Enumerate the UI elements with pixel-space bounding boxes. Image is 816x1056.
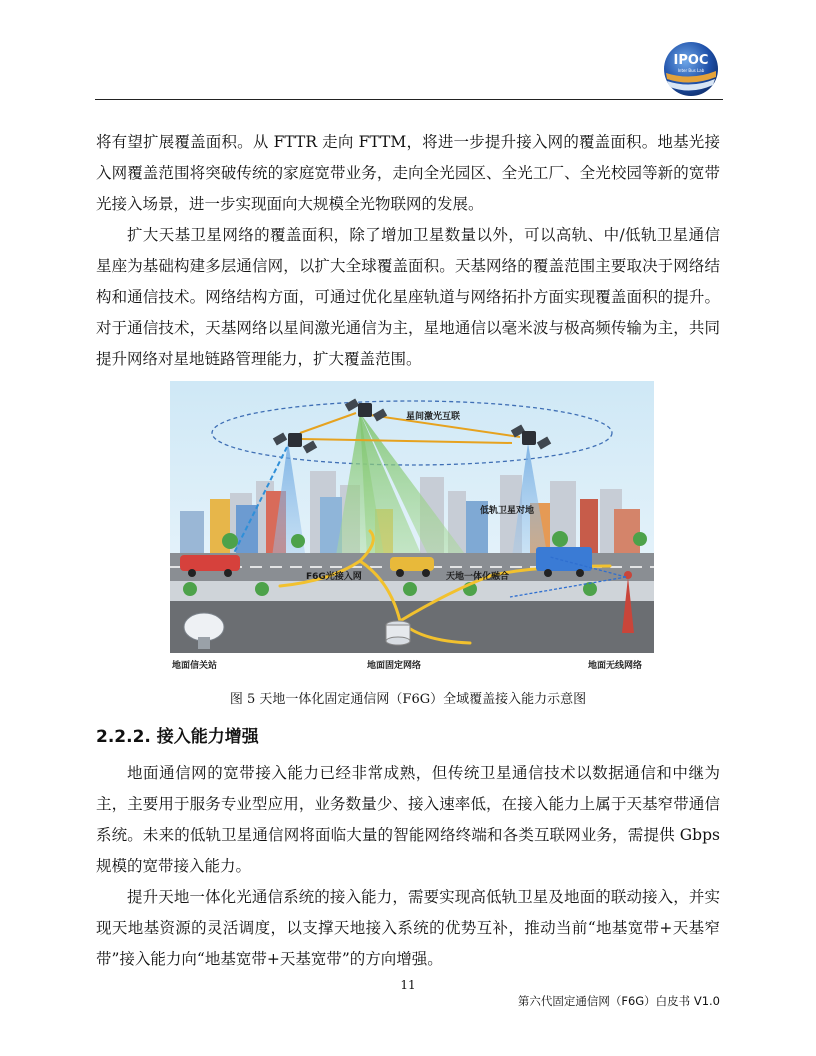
section-heading: 2.2.2. 接入能力增强	[96, 727, 259, 747]
label-wireless-net: 地面无线网络	[588, 661, 643, 671]
footer-doc-title: 第六代固定通信网（F6G）白皮书 V1.0	[517, 994, 720, 1008]
logo-text: IPOC	[673, 53, 709, 68]
figure-f6g-coverage	[170, 381, 654, 677]
page-number: 11	[400, 978, 416, 992]
label-f6g-access: F6G光接入网	[306, 572, 362, 582]
paragraph-2: 扩大天基卫星网络的覆盖面积，除了增加卫星数量以外，可以高轨、中/低轨卫星通信星座为基础构建多层通信网，以扩大全球覆盖面积。天基网络的覆盖范围主要取决于网络结构和通信技术。网络结构方面，可通过优化星座轨道与网络拓扑方面实现覆盖面积的提升。对于通信技术，天基网络以星间激光通信为主，星地通信以毫米波与极高频传输为主，共同提升网络对星地链路管理能力，扩大覆盖范围。	[96, 226, 720, 368]
header-divider	[95, 99, 723, 100]
paragraph-4: 提升天地一体化光通信系统的接入能力，需要实现高低轨卫星及地面的联动接入，并实现天地基资源的灵活调度，以支撑天地接入系统的优势互补，推动当前“地基宽带+天基窄带”接入能力向“地基宽带+天基宽带”的方向增强。	[96, 888, 720, 968]
label-leo-ground: 低轨卫星对地	[480, 506, 535, 516]
logo-subtext: Inter Bus Lab	[677, 68, 705, 73]
ipoc-logo	[663, 41, 719, 97]
label-integration: 天地一体化融合	[446, 572, 510, 582]
figure-caption: 图 5 天地一体化固定通信网（F6G）全域覆盖接入能力示意图	[229, 692, 587, 707]
label-gateway: 地面信关站	[172, 661, 218, 671]
server-icon	[386, 621, 410, 645]
label-fixed-net: 地面固定网络	[367, 661, 422, 671]
label-inter-sat: 星间激光互联	[406, 412, 461, 422]
paragraph-1: 将有望扩展覆盖面积。从 FTTR 走向 FTTM，将进一步提升接入网的覆盖面积。地基光接入网覆盖范围将突破传统的家庭宽带业务，走向全光园区、全光工厂、全光校园等新的宽带光接入场景，进一步实现面向大规模全光物联网的发展。	[96, 133, 720, 213]
paragraph-3: 地面通信网的宽带接入能力已经非常成熟，但传统卫星通信技术以数据通信和中继为主，主要用于服务专业型应用，业务数量少、接入速率低，在接入能力上属于天基窄带通信系统。未来的低轨卫星通信网将面临大量的智能网络终端和各类互联网业务，需提供 Gbps 规模的宽带接入能力。	[96, 764, 720, 875]
